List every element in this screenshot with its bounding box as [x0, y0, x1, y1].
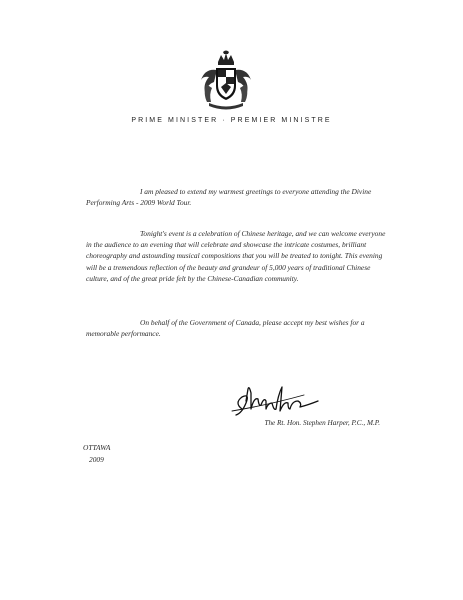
canadian-coat-of-arms-icon [197, 50, 255, 114]
greeting-paragraph [86, 186, 391, 208]
body-paragraph [86, 228, 391, 284]
handwritten-signature [228, 375, 324, 419]
paragraph-text: On behalf of the Government of Canada, please accept my best wishes for a memorable performance. [86, 318, 365, 339]
paragraph-text: Tonight's event is a celebration of Chinese heritage, and we can welcome everyone in the audience to an evening that will celebrate and showcase the intricate costumes, brilliant choreography and astounding musical compositions that you will be treated to tonight. This evening will be a tremendous reflection of the beauty and grandeur of 5,000 years of traditional Chinese culture, and of the great pride felt by the Chinese-Canadian community. [86, 229, 386, 283]
place-and-date [83, 442, 110, 465]
letterhead-title: PRIME MINISTER · PREMIER MINISTRE [131, 117, 332, 124]
letter-year: 2009 [89, 454, 104, 464]
place-name: OTTAWA [83, 443, 111, 452]
closing-paragraph [86, 317, 391, 339]
paragraph-text: I am pleased to extend my warmest greetings to everyone attending the Divine Performing Arts - 2009 World Tour. [86, 187, 372, 208]
signatory-name: The Rt. Hon. Stephen Harper, P.C., M.P. [264, 419, 380, 427]
